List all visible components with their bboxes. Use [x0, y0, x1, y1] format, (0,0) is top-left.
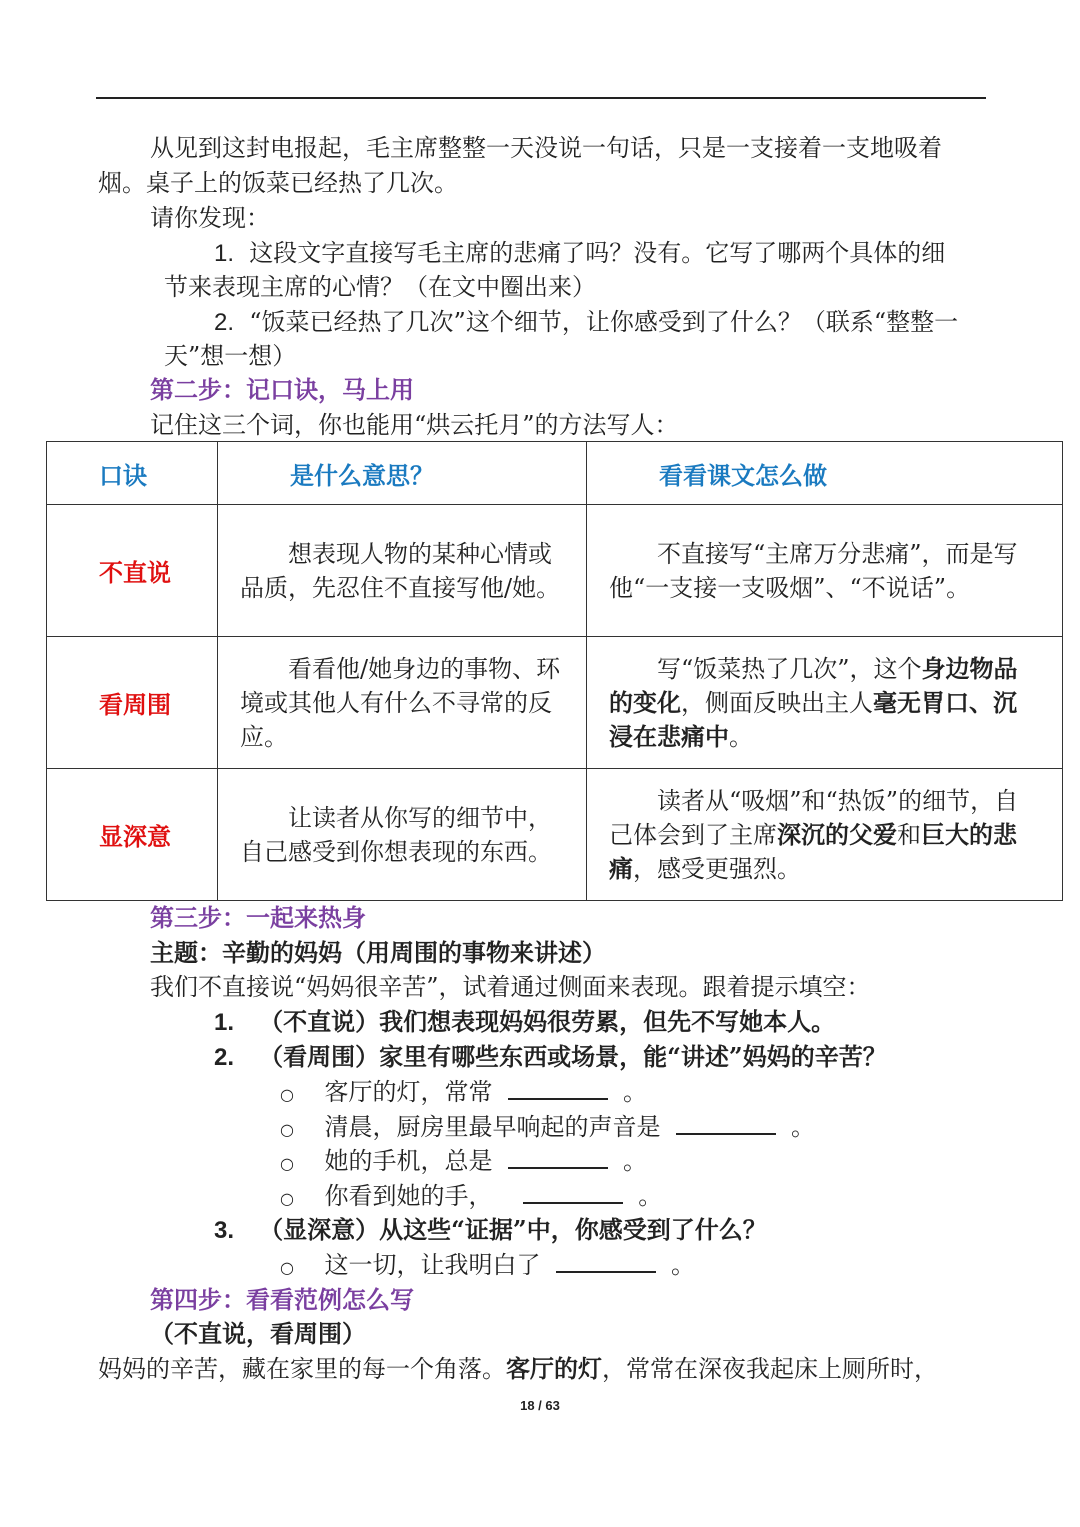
example-text-1: 妈妈的辛苦，藏在家里的每一个角落。 — [98, 1355, 506, 1383]
fill-blank-prompt: 你看到她的手， — [324, 1182, 493, 1210]
question-1-line-1: 这段文字直接写毛主席的悲痛了吗？没有。它写了哪两个具体的细 — [249, 239, 946, 267]
fill-blank-prompt: 客厅的灯，常常 — [324, 1078, 493, 1106]
fill-blank-prompt: 这一切，让我明白了 — [324, 1251, 541, 1279]
fill-blank-end: 。 — [623, 1078, 648, 1106]
example-text-bold: 客厅的灯 — [506, 1354, 602, 1383]
header-rule — [96, 97, 986, 99]
question-2 — [214, 305, 958, 340]
fill-blank-end: 。 — [791, 1113, 816, 1141]
question-1-line-2: 节来表现主席的心情？（在文中圈出来） — [164, 273, 596, 301]
step3-item-3 — [214, 1213, 767, 1248]
fill-blank-end: 。 — [638, 1182, 663, 1210]
bullet-icon: ○ — [280, 1120, 294, 1139]
question-2-line-1: “饭菜已经热了几次”这个细节，让你感受到了什么？（联系“整整一 — [249, 308, 959, 336]
question-2-line-2: 天”想一想） — [164, 342, 297, 370]
page-number: 18 / 63 — [520, 1398, 560, 1413]
fill-blank-input[interactable] — [523, 1180, 623, 1204]
fill-blank-input[interactable] — [676, 1111, 776, 1135]
table-row — [47, 637, 1063, 769]
mnemonic-meaning — [218, 637, 587, 769]
mnemonic-name: 显深意 — [47, 769, 218, 901]
example-text: ，侧面反映出主人 — [681, 688, 873, 717]
fill-blank-end: 。 — [671, 1251, 696, 1279]
question-1-number: 1. — [214, 240, 235, 267]
mnemonic-meaning — [218, 505, 587, 637]
example-emphasis: 巨大的悲痛 — [609, 819, 1017, 883]
step3-item-1 — [214, 1005, 835, 1040]
table-row — [47, 769, 1063, 901]
mnemonic-table — [46, 441, 1063, 901]
mnemonic-meaning-text: 想表现人物的某种心情或品质，先忍住不直接写他/她。 — [240, 539, 561, 602]
intro-line-1: 从见到这封电报起，毛主席整整一天没说一句话，只是一支接着一支地吸着 — [150, 134, 942, 162]
table-header-row — [47, 442, 1063, 505]
bullet-icon: ○ — [280, 1154, 294, 1173]
fill-blank-input[interactable] — [556, 1249, 656, 1273]
fill-blank-item — [280, 1248, 695, 1285]
step4-example-paragraph — [98, 1352, 938, 1386]
mnemonic-example — [587, 505, 1063, 637]
mnemonic-example — [587, 637, 1063, 769]
mnemonic-example-text — [609, 784, 1040, 886]
step3-item-2 — [214, 1040, 887, 1075]
example-text: 和 — [897, 820, 921, 849]
example-emphasis: 深沉的父爱 — [777, 819, 897, 849]
fill-blank-end: 。 — [623, 1147, 648, 1175]
step3-item-3-number: 3. — [214, 1217, 235, 1244]
step3-lead: 我们不直接说“妈妈很辛苦”，试着通过侧面来表现。跟着提示填空： — [150, 973, 871, 1001]
mnemonic-name: 看周围 — [47, 637, 218, 769]
step2-heading: 第二步：记口诀，马上用 — [150, 375, 414, 404]
step3-heading: 第三步：一起来热身 — [150, 903, 366, 932]
mnemonic-example-text — [609, 652, 1040, 754]
fill-blank-item — [280, 1179, 662, 1216]
example-text: ，感受更强烈。 — [633, 854, 801, 883]
fill-blank-item — [280, 1075, 647, 1112]
example-text-2: ，常常在深夜我起床上厕所时， — [602, 1355, 938, 1383]
step3-item-2-number: 2. — [214, 1044, 235, 1071]
table-header-example: 看看课文怎么做 — [587, 442, 1063, 505]
step3-item-2-text: （看周围）家里有哪些东西或场景，能“讲述”妈妈的辛苦？ — [259, 1042, 887, 1071]
intro-line-2: 烟。桌子上的饭菜已经热了几次。 — [98, 169, 458, 197]
mnemonic-meaning-text: 看看他/她身边的事物、环境或其他人有什么不寻常的反应。 — [240, 654, 561, 751]
question-2-number: 2. — [214, 309, 235, 336]
mnemonic-example-text — [609, 537, 1040, 605]
discover-label: 请你发现： — [150, 204, 270, 232]
fill-blank-prompt: 她的手机，总是 — [324, 1147, 493, 1175]
step3-theme: 主题：辛勤的妈妈（用周围的事物来讲述） — [150, 938, 606, 967]
fill-blank-prompt: 清晨，厨房里最早响起的声音是 — [324, 1113, 661, 1141]
step3-item-3-text: （显深意）从这些“证据”中，你感受到了什么？ — [259, 1215, 767, 1244]
step4-heading: 第四步：看看范例怎么写 — [150, 1285, 414, 1314]
bullet-icon: ○ — [280, 1189, 294, 1208]
fill-blank-item — [280, 1110, 815, 1147]
example-emphasis: 身边物品的变化 — [609, 653, 1018, 717]
example-text: 读者从“吸烟”和“热饭”的细节，自己体会到了主席 — [609, 786, 1019, 849]
fill-blank-item — [280, 1144, 647, 1181]
table-header-mnemonic: 口诀 — [47, 442, 218, 505]
table-row — [47, 505, 1063, 637]
mnemonic-example — [587, 769, 1063, 901]
fill-blank-input[interactable] — [508, 1076, 608, 1100]
mnemonic-meaning-text: 让读者从你写的细节中，自己感受到你想表现的东西。 — [240, 803, 552, 866]
example-text: 。 — [729, 722, 753, 751]
example-text: 不直接写“主席万分悲痛”，而是写他“一支接一支吸烟”、“不说话”。 — [609, 539, 1018, 602]
step3-item-1-text: （不直说）我们想表现妈妈很劳累，但先不写她本人。 — [259, 1007, 836, 1036]
step2-lead: 记住这三个词，你也能用“烘云托月”的方法写人： — [150, 411, 679, 439]
example-text: 写“饭菜热了几次”，这个 — [657, 654, 922, 683]
question-1 — [214, 236, 945, 271]
bullet-icon: ○ — [280, 1085, 294, 1104]
bullet-icon: ○ — [280, 1258, 294, 1277]
table-header-meaning: 是什么意思？ — [218, 442, 587, 505]
mnemonic-meaning — [218, 769, 587, 901]
step4-subheading: （不直说，看周围） — [150, 1319, 366, 1348]
step3-item-1-number: 1. — [214, 1009, 235, 1036]
mnemonic-name: 不直说 — [47, 505, 218, 637]
fill-blank-input[interactable] — [508, 1145, 608, 1169]
example-emphasis: 毫无胃口、沉浸在悲痛中 — [609, 687, 1017, 751]
